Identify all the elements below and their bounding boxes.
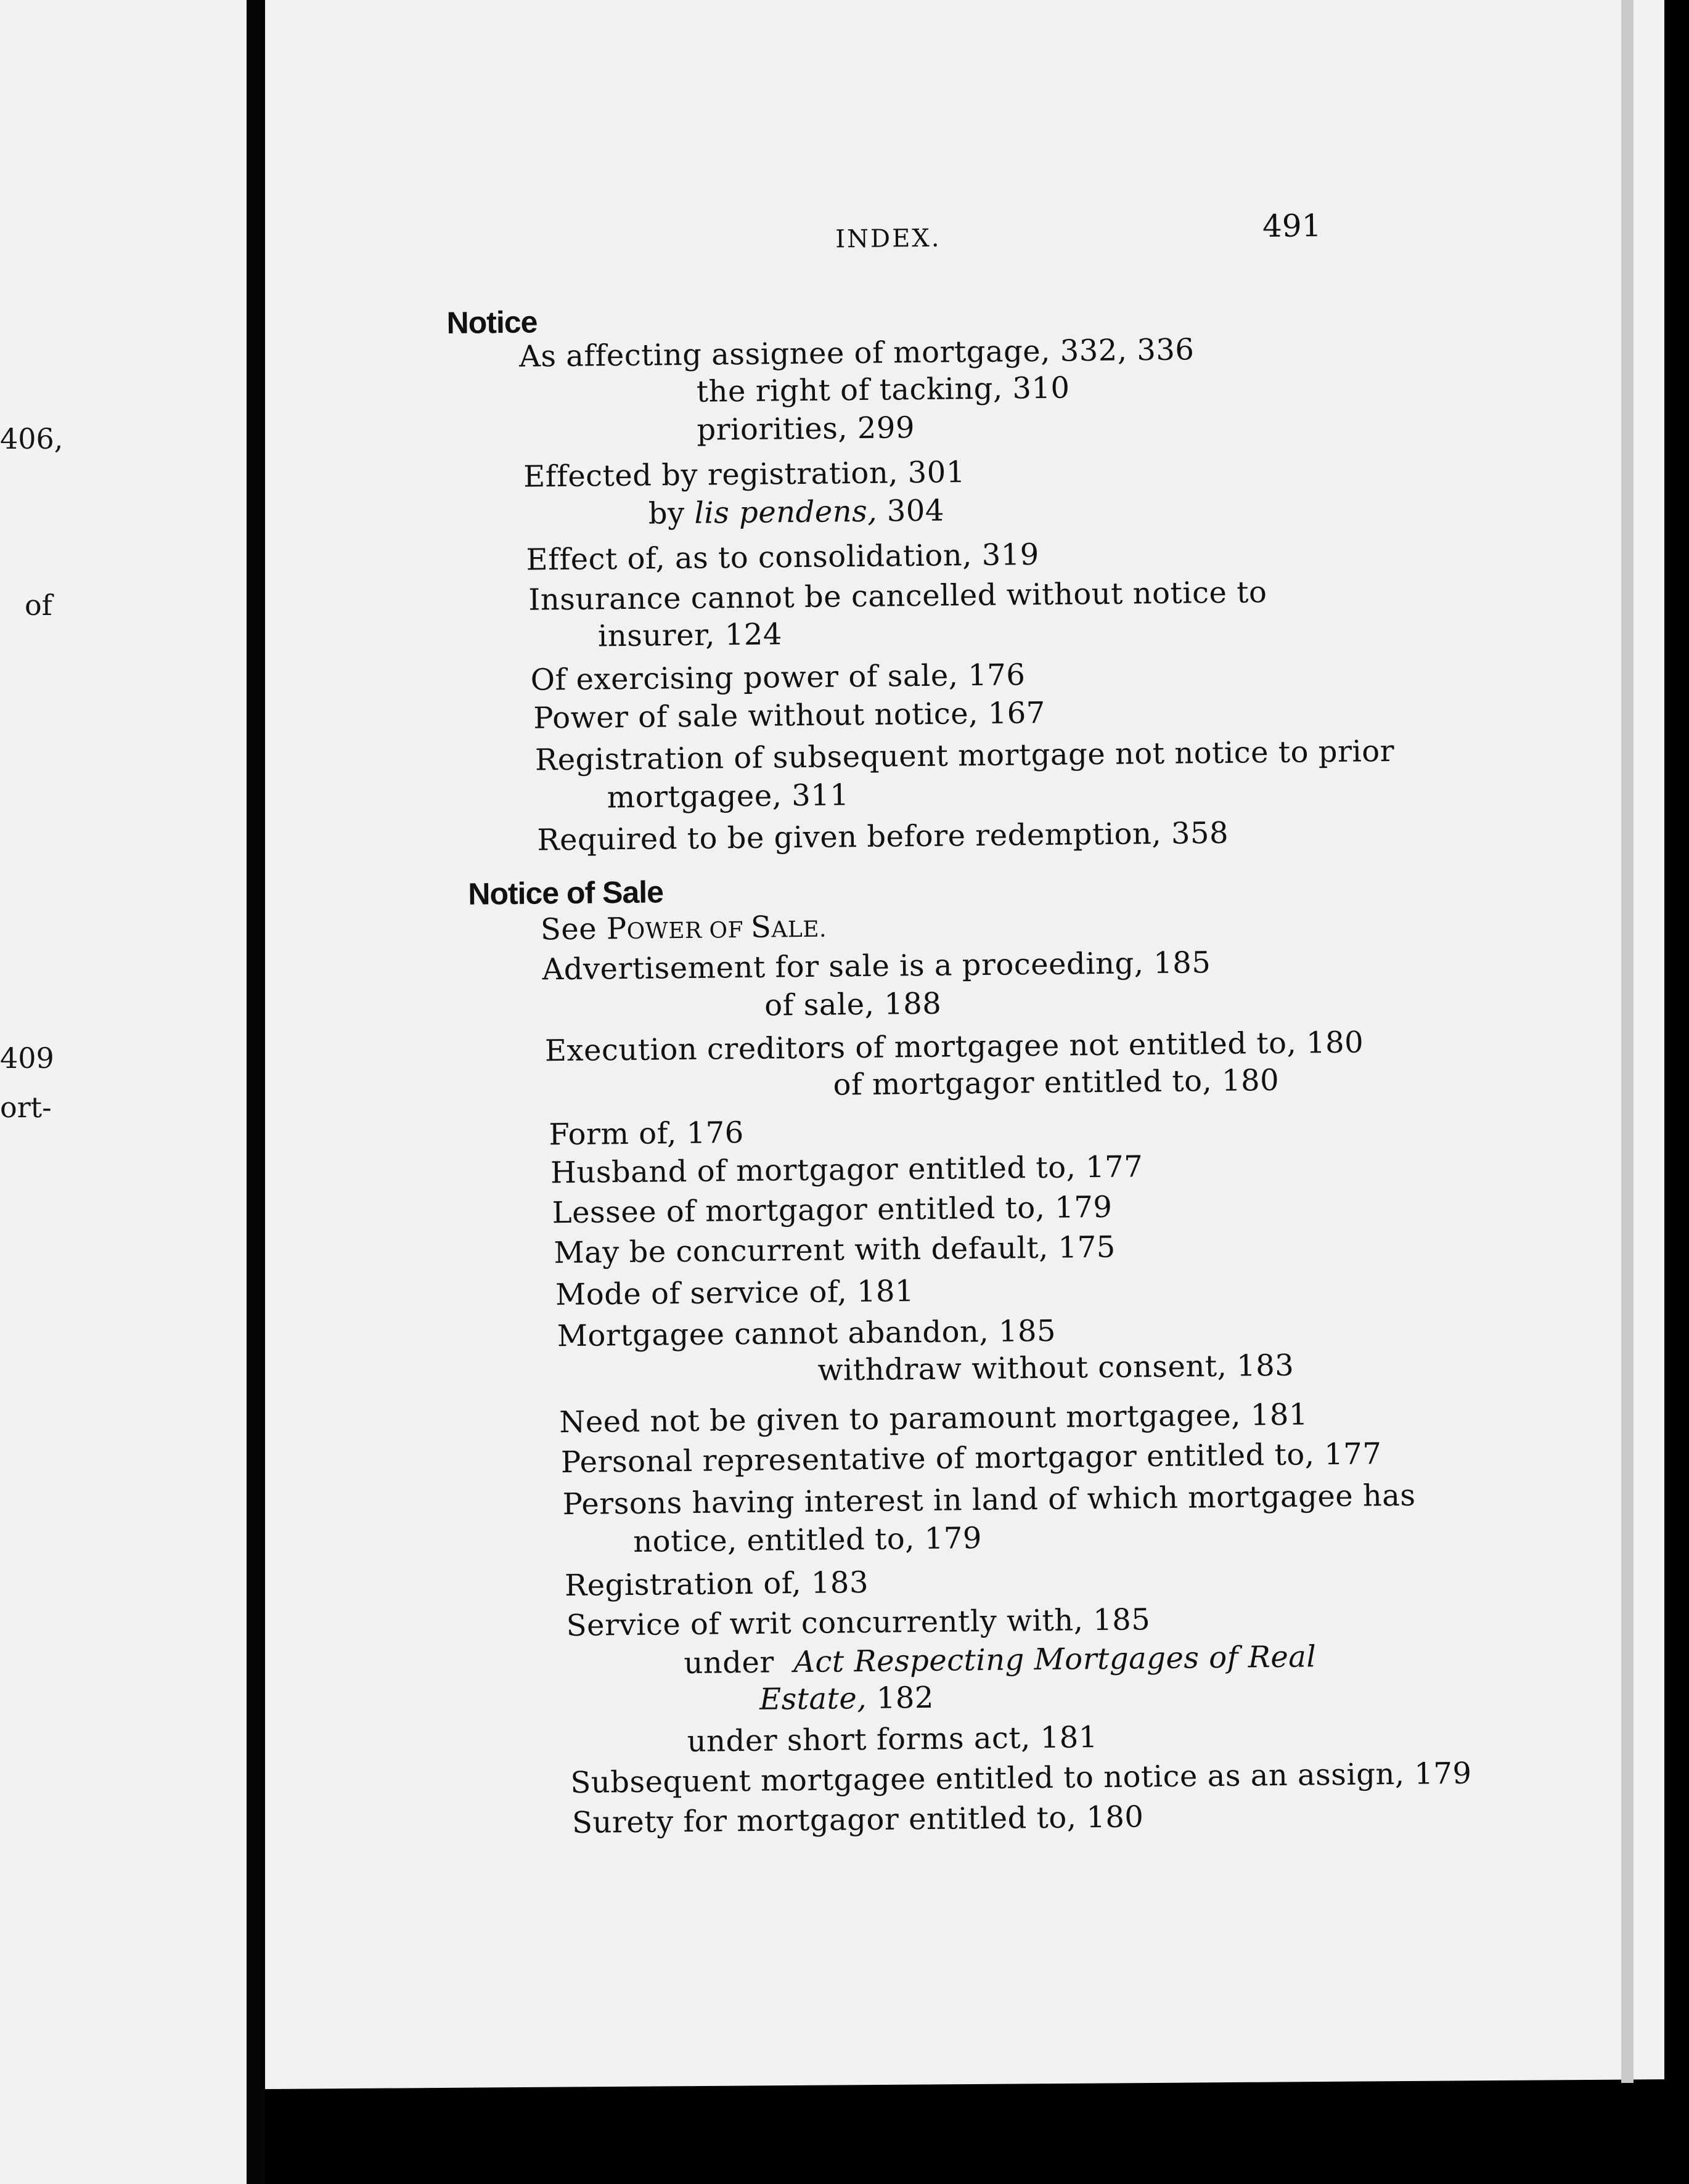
- index-subentry: under Act Respecting Mortgages of Real: [684, 1639, 1317, 1681]
- previous-page-fragment: ort-: [0, 1091, 52, 1124]
- index-cross-reference: See POWER OF SALE.: [540, 910, 827, 947]
- index-entry: Husband of mortgagor entitled to, 177: [550, 1149, 1143, 1191]
- index-entry-continuation: insurer, 124: [597, 617, 783, 654]
- index-heading-notice-of-sale: Notice of Sale: [468, 874, 664, 911]
- index-entry: May be concurrent with default, 175: [554, 1229, 1116, 1271]
- running-head: INDEX.: [835, 224, 941, 254]
- index-entry: Mode of service of, 181: [555, 1274, 915, 1313]
- index-entry: Mortgagee cannot abandon, 185: [557, 1313, 1057, 1354]
- index-entry: Registration of, 183: [564, 1565, 869, 1603]
- index-entry: Insurance cannot be cancelled without notice to: [528, 575, 1267, 617]
- index-subentry: under short forms act, 181: [687, 1720, 1098, 1759]
- index-entry: Lessee of mortgagor entitled to, 179: [552, 1189, 1113, 1231]
- index-entry: Subsequent mortgagee entitled to notice as an assign, 179: [570, 1756, 1472, 1801]
- index-entry: Personal representative of mortgagor entitled to, 177: [560, 1436, 1382, 1480]
- page-number: 491: [1262, 208, 1322, 245]
- index-entry: Effected by registration, 301: [523, 455, 966, 494]
- index-entry: Advertisement for sale is a proceeding, 185: [542, 945, 1211, 987]
- index-entry: Of exercising power of sale, 176: [530, 658, 1026, 698]
- index-entry: As affecting assignee of mortgage, 332, 336: [518, 332, 1195, 374]
- previous-page-fragment: 409: [0, 1041, 54, 1075]
- index-subentry: priorities, 299: [697, 410, 915, 447]
- previous-page-fragment: 406,: [0, 422, 63, 455]
- index-heading-notice: Notice: [446, 304, 538, 341]
- index-entry-continuation: mortgagee, 311: [607, 778, 849, 815]
- index-subentry: withdraw without consent, 183: [817, 1348, 1294, 1388]
- index-entry: Need not be given to paramount mortgagee, 181: [559, 1397, 1309, 1440]
- index-entry: Effect of, as to consolidation, 319: [526, 537, 1040, 577]
- index-entry: Required to be given before redemption, 358: [537, 815, 1229, 858]
- index-entry-continuation: notice, entitled to, 179: [633, 1521, 983, 1559]
- index-entry: Form of, 176: [549, 1115, 745, 1152]
- index-subentry: the right of tacking, 310: [696, 370, 1070, 409]
- index-entry: Surety for mortgagor entitled to, 180: [571, 1799, 1144, 1841]
- index-entry: Persons having interest in land of which mortgagee has: [562, 1478, 1416, 1522]
- index-entry: Service of writ concurrently with, 185: [566, 1602, 1151, 1644]
- index-subentry-continuation: Estate, 182: [759, 1680, 934, 1717]
- index-subentry: of sale, 188: [764, 986, 942, 1023]
- index-subentry: by lis pendens, 304: [648, 493, 945, 531]
- index-entry: Execution creditors of mortgagee not entitled to, 180: [544, 1025, 1364, 1069]
- index-entry: Power of sale without notice, 167: [533, 695, 1046, 736]
- index-entry: Registration of subsequent mortgage not notice to prior: [534, 733, 1395, 778]
- previous-page-fragment: of: [25, 589, 52, 622]
- index-subentry: of mortgagor entitled to, 180: [833, 1062, 1280, 1102]
